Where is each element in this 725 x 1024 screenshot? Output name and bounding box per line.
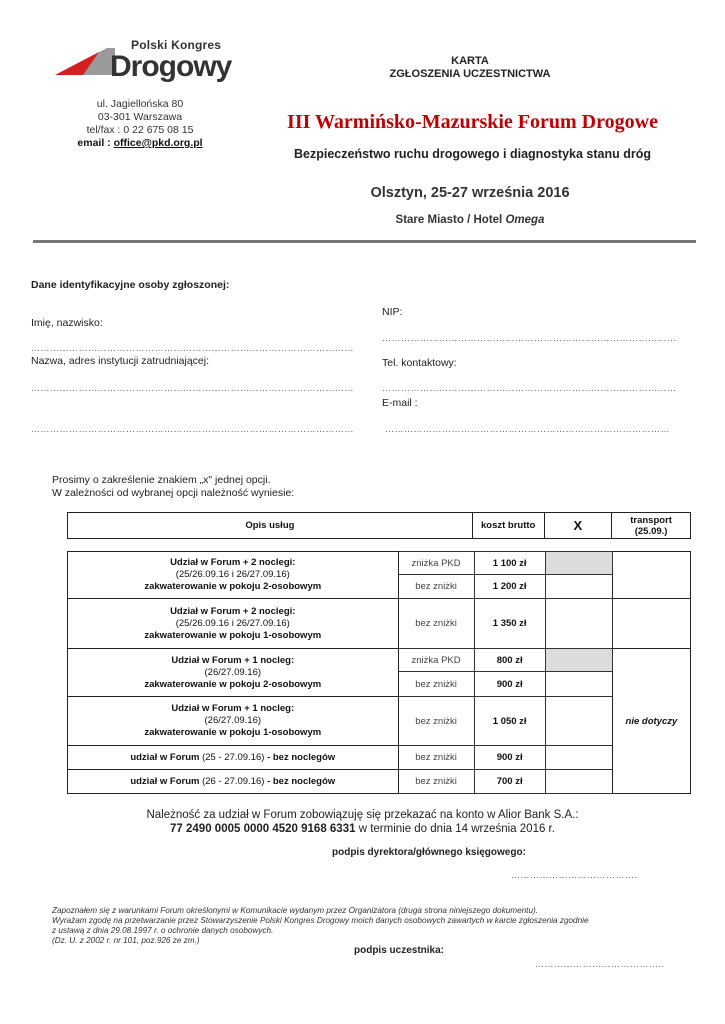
header-price: koszt brutto bbox=[472, 513, 544, 539]
header-transport bbox=[612, 513, 691, 539]
nip-label: NIP: bbox=[382, 306, 403, 318]
offer-title: udział w Forum bbox=[130, 751, 200, 763]
place-hotel: Omega bbox=[505, 214, 545, 226]
consent-line3: z ustawą z dnia 29.08.1997 r. o ochronie danych osobowych. bbox=[52, 926, 274, 935]
header-divider bbox=[33, 240, 696, 243]
transport-not-applicable: nie dotyczy bbox=[612, 649, 690, 794]
select-checkbox[interactable] bbox=[545, 575, 612, 599]
offer-description bbox=[68, 599, 399, 649]
consent-notes bbox=[52, 906, 612, 946]
offer-dates: (26 - 27.09.16) bbox=[202, 775, 265, 787]
header-mark: X bbox=[544, 513, 612, 539]
offer-dates: (26/27.09.16) bbox=[204, 666, 262, 678]
card-heading-line2: ZGŁOSZENIA UCZESTNICTWA bbox=[389, 68, 551, 80]
offer-title-suffix: - bez noclegów bbox=[267, 775, 336, 787]
nip-field[interactable]: ………………………………………………………………………………… bbox=[382, 333, 677, 343]
select-checkbox[interactable] bbox=[545, 599, 612, 649]
event-date: Olsztyn, 25-27 września 2016 bbox=[370, 185, 570, 201]
institution-field-2[interactable]: ………………………………………………………………………………………… bbox=[31, 424, 354, 434]
section-title: Dane identyfikacyjne osoby zgłoszonej: bbox=[31, 279, 230, 291]
payment-line1: Należność za udział w Forum zobowiązuję się przekazać na konto w Alior Bank S.A.: bbox=[146, 809, 579, 821]
table-row bbox=[68, 746, 691, 770]
offer-discount: bez zniżki bbox=[398, 599, 474, 649]
offer-price: 1 050 zł bbox=[474, 697, 545, 746]
table-row bbox=[68, 552, 691, 575]
offer-discount: bez zniżki bbox=[398, 746, 474, 770]
offer-price: 1 200 zł bbox=[474, 575, 545, 599]
transport-checkbox[interactable] bbox=[612, 552, 690, 599]
offer-title: udział w Forum bbox=[130, 775, 200, 787]
table-row bbox=[68, 649, 691, 672]
director-signature-label: podpis dyrektora/głównego księgowego: bbox=[332, 847, 526, 858]
participant-signature-label: podpis uczestnika: bbox=[354, 945, 445, 956]
place-prefix: Stare Miasto / Hotel bbox=[395, 214, 506, 226]
offer-discount: bez zniżki bbox=[398, 770, 474, 794]
offer-room: zakwaterowanie w pokoju 1-osobowym bbox=[144, 727, 322, 738]
select-checkbox[interactable] bbox=[545, 552, 612, 575]
offer-title: Udział w Forum + 1 nocleg: bbox=[171, 703, 295, 714]
consent-line4: (Dz. U. z 2002 r. nr 101, poz.926 ze zm.) bbox=[52, 936, 200, 945]
offer-title-suffix: - bez noclegów bbox=[267, 751, 336, 763]
logo-text-top: Polski Kongres bbox=[131, 38, 222, 52]
select-checkbox[interactable] bbox=[545, 672, 612, 697]
card-heading-line1: KARTA bbox=[451, 55, 489, 67]
phone-label: Tel. kontaktowy: bbox=[382, 357, 457, 369]
instructions bbox=[52, 474, 294, 500]
offer-price: 900 zł bbox=[474, 746, 545, 770]
header-transport-line1: transport bbox=[630, 514, 672, 526]
offer-discount: bez zniżki bbox=[398, 575, 474, 599]
offer-description bbox=[68, 649, 399, 697]
transport-checkbox[interactable] bbox=[612, 599, 690, 649]
select-checkbox[interactable] bbox=[545, 649, 612, 672]
select-checkbox[interactable] bbox=[545, 697, 612, 746]
address-city: 03-301 Warszawa bbox=[97, 111, 183, 123]
organizer-address bbox=[40, 98, 240, 150]
offer-dates: (25/26.09.16 i 26/27.09.16) bbox=[175, 569, 290, 580]
offer-discount: zniżka PKD bbox=[398, 649, 474, 672]
offer-title: Udział w Forum + 2 noclegi: bbox=[170, 605, 296, 617]
email-link[interactable]: office@pkd.org.pl bbox=[113, 137, 203, 149]
offer-title: Udział w Forum + 2 noclegi: bbox=[170, 557, 296, 568]
offer-discount: bez zniżki bbox=[398, 697, 474, 746]
participant-signature-field[interactable]: ………………………………….. bbox=[535, 959, 665, 969]
offer-price: 1 100 zł bbox=[474, 552, 545, 575]
name-field[interactable]: ………………………………………………………………………………………… bbox=[31, 343, 354, 353]
address-email-line bbox=[40, 137, 240, 150]
header-transport-line2: (25.09.) bbox=[634, 525, 668, 537]
options-header-table bbox=[67, 512, 691, 539]
event-place bbox=[320, 214, 620, 226]
offer-dates: (26/27.09.16) bbox=[204, 715, 262, 726]
offer-room: zakwaterowanie w pokoju 2-osobowym bbox=[144, 581, 322, 592]
payment-line2 bbox=[100, 822, 625, 836]
address-street: ul. Jagiellońska 80 bbox=[96, 98, 184, 110]
email-label: E-mail : bbox=[382, 397, 418, 409]
consent-line2: Wyrażam zgodę na przetwarzanie przez Stowarzyszenie Polski Kongres Drogowy moich danych osobowych zawartych w karcie zgłoszenia zgodnie bbox=[52, 916, 589, 925]
phone-field[interactable]: ………………………………………………………………………………… bbox=[382, 383, 677, 393]
table-row bbox=[68, 770, 691, 794]
offer-description bbox=[68, 746, 399, 770]
offer-discount: bez zniżki bbox=[398, 672, 474, 697]
offer-description bbox=[68, 770, 399, 794]
event-subtitle: Bezpieczeństwo ruchu drogowego i diagnostyka stanu dróg bbox=[294, 147, 651, 161]
table-row bbox=[68, 599, 691, 649]
email-field[interactable]: ……………………………………………………………………………… bbox=[385, 424, 670, 434]
offer-title: Udział w Forum + 1 nocleg: bbox=[171, 654, 295, 666]
institution-label: Nazwa, adres instytucji zatrudniającej: bbox=[31, 355, 209, 367]
offer-discount: zniżka PKD bbox=[398, 552, 474, 575]
email-label: email : bbox=[77, 137, 114, 149]
card-heading bbox=[380, 55, 560, 81]
offer-dates: (25 - 27.09.16) bbox=[202, 751, 265, 763]
table-row bbox=[68, 697, 691, 746]
offer-price: 1 350 zł bbox=[474, 599, 545, 649]
offer-price: 800 zł bbox=[474, 649, 545, 672]
offer-room: zakwaterowanie w pokoju 2-osobowym bbox=[144, 678, 322, 690]
instructions-line2: W zależności od wybranej opcji należność wyniesie: bbox=[52, 487, 295, 499]
header-description: Opis usług bbox=[68, 513, 473, 539]
offer-description bbox=[68, 697, 399, 746]
institution-field-1[interactable]: ………………………………………………………………………………………… bbox=[31, 383, 354, 393]
offer-price: 700 zł bbox=[474, 770, 545, 794]
pkd-logo-mark bbox=[55, 44, 115, 76]
select-checkbox[interactable] bbox=[545, 746, 612, 770]
offer-dates: (25/26.09.16 i 26/27.09.16) bbox=[175, 617, 290, 629]
consent-line1: Zapoznałem się z warunkami Forum określonymi w Komunikacie wydanym przez Organizatora (druga strona niniejszego dokumentu). bbox=[52, 906, 539, 915]
options-table bbox=[67, 551, 691, 794]
offer-description bbox=[68, 552, 399, 599]
instructions-line1: Prosimy o zakreślenie znakiem „x" jednej opcji. bbox=[52, 474, 271, 486]
offer-price: 900 zł bbox=[474, 672, 545, 697]
logo-text-main: Drogowy bbox=[110, 50, 232, 83]
name-label: Imię, nazwisko: bbox=[31, 317, 103, 329]
director-signature-field[interactable]: …………………………………. bbox=[511, 870, 638, 880]
bank-account: 77 2490 0005 0000 4520 9168 6331 bbox=[170, 823, 356, 835]
payment-deadline: w terminie do dnia 14 września 2016 r. bbox=[355, 823, 555, 835]
event-title: III Warmińsko-Mazurskie Forum Drogowe bbox=[287, 111, 658, 133]
address-phone: tel/fax : 0 22 675 08 15 bbox=[86, 124, 194, 136]
select-checkbox[interactable] bbox=[545, 770, 612, 794]
payment-info bbox=[100, 808, 625, 836]
offer-room: zakwaterowanie w pokoju 1-osobowym bbox=[144, 629, 322, 641]
